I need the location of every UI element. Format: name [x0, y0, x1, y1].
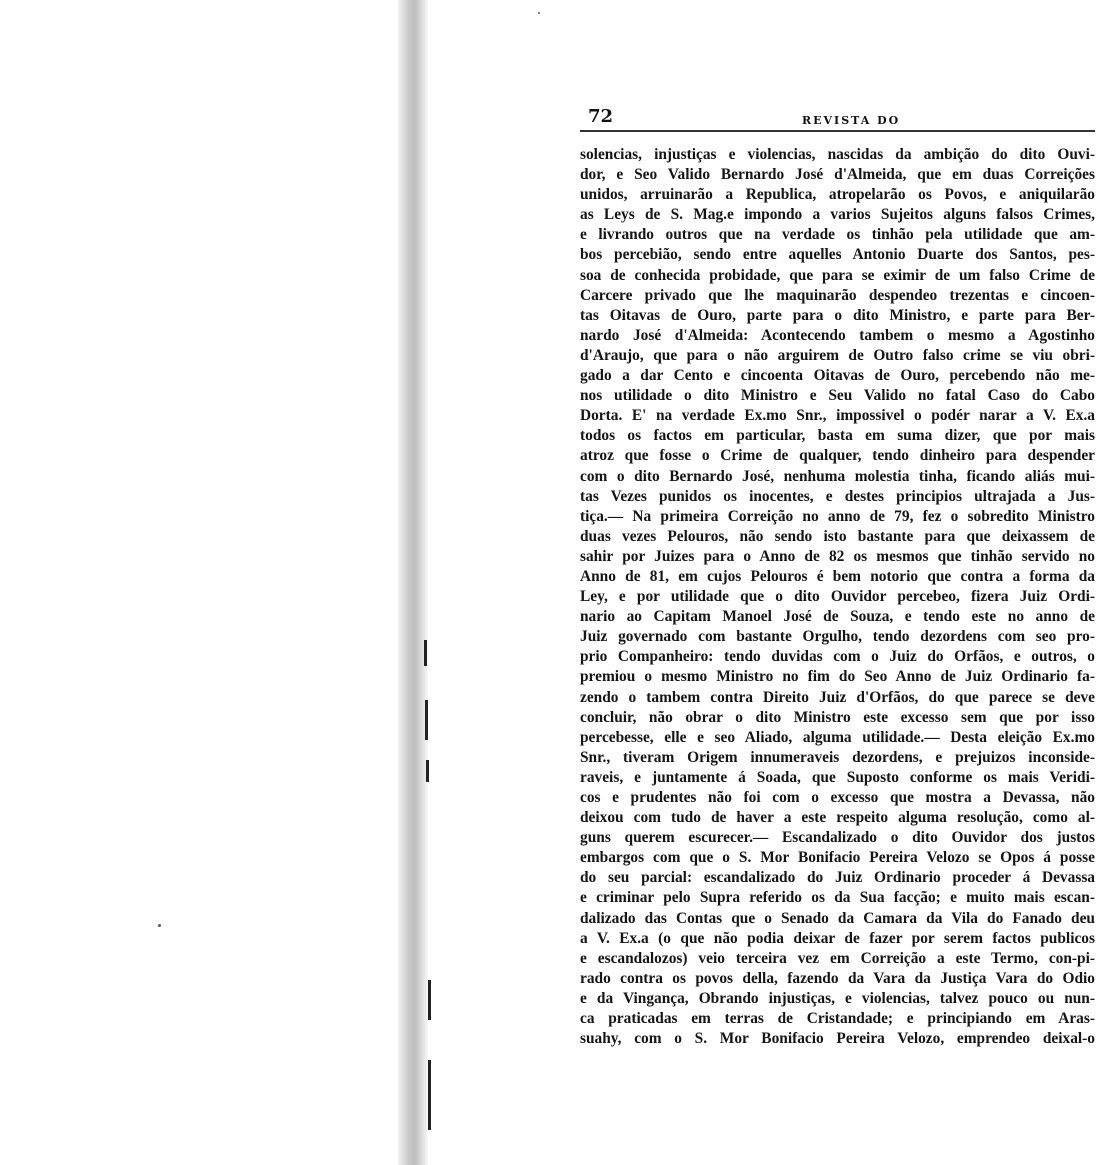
scan-speck	[538, 12, 540, 14]
text-line: tas Vezes punidos os inocentes, e destes principios ultrajada a Jus-	[580, 487, 1095, 505]
text-line: e livrando outros que na verdade os tinhão pela utilidade que am-	[580, 226, 1095, 244]
text-line: Dorta. E' na verdade Ex.mo Snr., impossivel o podér narar a V. Ex.a	[580, 407, 1095, 425]
text-line: gado a dar Cento e cincoenta Oitavas de Ouro, percebendo não me-	[580, 367, 1095, 385]
text-line: embargos com que o S. Mor Bonifacio Pereira Velozo se Opos á posse	[580, 849, 1095, 867]
text-line: todos os factos em particular, basta em suma dizer, que por mais	[580, 427, 1095, 445]
text-line: premiou o mesmo Ministro no fim do Seo Anno de Juiz Ordinario fa-	[580, 668, 1095, 686]
text-line: Carcere privado que lhe maquinarão despendeo trezentas e cincoen-	[580, 286, 1095, 304]
text-line: e criminar pelo Supra referido os da Sua facção; e muito mais escan-	[580, 889, 1095, 907]
text-line: ca praticadas em terras de Cristandade; e principiando em Aras-	[580, 1010, 1095, 1028]
text-line: guns querem escurecer.— Escandalizado o dito Ouvidor dos justos	[580, 829, 1095, 847]
text-line: rado contra os povos della, fazendo da Vara da Justiça Vara do Odio	[580, 969, 1095, 987]
text-line: nario ao Capitam Manoel José de Souza, e tendo este no anno de	[580, 608, 1095, 626]
text-line: com o dito Bernardo José, nenhuma molestia tinha, ficando aliás mui-	[580, 467, 1095, 485]
text-line: e escandalozos) veio terceira vez em Correição a este Termo, con-pi-	[580, 949, 1095, 967]
text-line: raveis, e juntamente á Soada, que Suposto conforme os mais Veridi-	[580, 768, 1095, 786]
text-line: sahir por Juizes para o Anno de 82 os mesmos que tinhão servido no	[580, 547, 1095, 565]
text-line: prio Companheiro: tendo duvidas com o Juiz do Orfãos, e outros, o	[580, 648, 1095, 666]
text-line: dor, e Seo Valido Bernardo José d'Almeida, que em duas Correições	[580, 166, 1095, 184]
text-line: Ley, e por utilidade que o dito Ouvidor percebeo, fizera Juiz Ordi-	[580, 588, 1095, 606]
text-line: Anno de 81, em cujos Pelouros é bem notorio que contra a forma da	[580, 567, 1095, 585]
gutter-mark	[428, 1060, 431, 1130]
text-line: Snr., tiveram Origem innumeraveis dezordens, e prejuizos inconside-	[580, 748, 1095, 766]
book-gutter-shadow	[398, 0, 428, 1165]
body-text	[580, 132, 1095, 1049]
text-line: unidos, arruinarão a Republica, atropelarão os Povos, e aniquilarão	[580, 186, 1095, 204]
text-line: zendo o tambem contra Direito Juiz d'Orfãos, do que parece se deve	[580, 688, 1095, 706]
text-line: d'Araujo, que para o não arguirem de Outro falso crime se viu obri-	[580, 346, 1095, 364]
text-line: bos percebião, sendo entre aquelles Antonio Duarte dos Santos, pes-	[580, 246, 1095, 264]
text-line: nos utilidade o dito Ministro e Seu Valido no fatal Caso do Cabo	[580, 387, 1095, 405]
text-line: duas vezes Pelouros, não sendo isto bastante para que deixassem de	[580, 527, 1095, 545]
text-line: deixou com tudo de haver a este respeito alguma resolução, como al-	[580, 809, 1095, 827]
scan-speck	[158, 924, 161, 927]
text-line: atroz que fosse o Crime de qualquer, tendo dinheiro para despender	[580, 447, 1095, 465]
gutter-mark	[425, 700, 428, 740]
text-line: cos e prudentes não foi com o excesso que mostra a Devassa, não	[580, 789, 1095, 806]
gutter-mark	[424, 640, 427, 666]
text-line: do seu parcial: escandalizado do Juiz Ordinario proceder á Devassa	[580, 869, 1095, 887]
text-line: solencias, injustiças e violencias, nascidas da ambição do dito Ouvi-	[580, 146, 1095, 163]
text-line: Juiz governado com bastante Orgulho, tendo dezordens com seo pro-	[580, 628, 1095, 646]
text-line: concluir, não obrar o dito Ministro este excesso sem que por isso	[580, 708, 1095, 726]
text-line: suahy, com o S. Mor Bonifacio Pereira Velozo, emprendeo deixal-o	[580, 1030, 1095, 1048]
text-line: dalizado das Contas que o Senado da Camara da Vila do Fanado deu	[580, 909, 1095, 927]
text-line: as Leys de S. Mag.e impondo a varios Sujeitos alguns falsos Crimes,	[580, 206, 1095, 224]
text-line: a V. Ex.a (o que não podia deixar de fazer por serem factos publicos	[580, 929, 1095, 947]
text-line: tas Oitavas de Ouro, parte para o dito Ministro, e parte para Ber-	[580, 306, 1095, 324]
page-header	[580, 104, 1095, 132]
page-number: 72	[588, 106, 614, 127]
running-head: REVISTA DO	[802, 114, 901, 127]
text-line: e da Vingança, Obrando injustiças, e violencias, talvez pouco ou nun-	[580, 989, 1095, 1007]
text-line: nardo José d'Almeida: Acontecendo tambem o mesmo a Agostinho	[580, 326, 1095, 344]
text-line: percebesse, elle e seo Aliado, alguma utilidade.— Desta eleição Ex.mo	[580, 728, 1095, 746]
gutter-mark	[426, 760, 429, 782]
text-line: tiça.— Na primeira Correição no anno de 79, fez o sobredito Ministro	[580, 507, 1095, 525]
text-line: soa de conhecida probidade, que para se eximir de um falso Crime de	[580, 266, 1095, 284]
gutter-mark	[428, 980, 431, 1020]
book-page	[580, 104, 1095, 1049]
